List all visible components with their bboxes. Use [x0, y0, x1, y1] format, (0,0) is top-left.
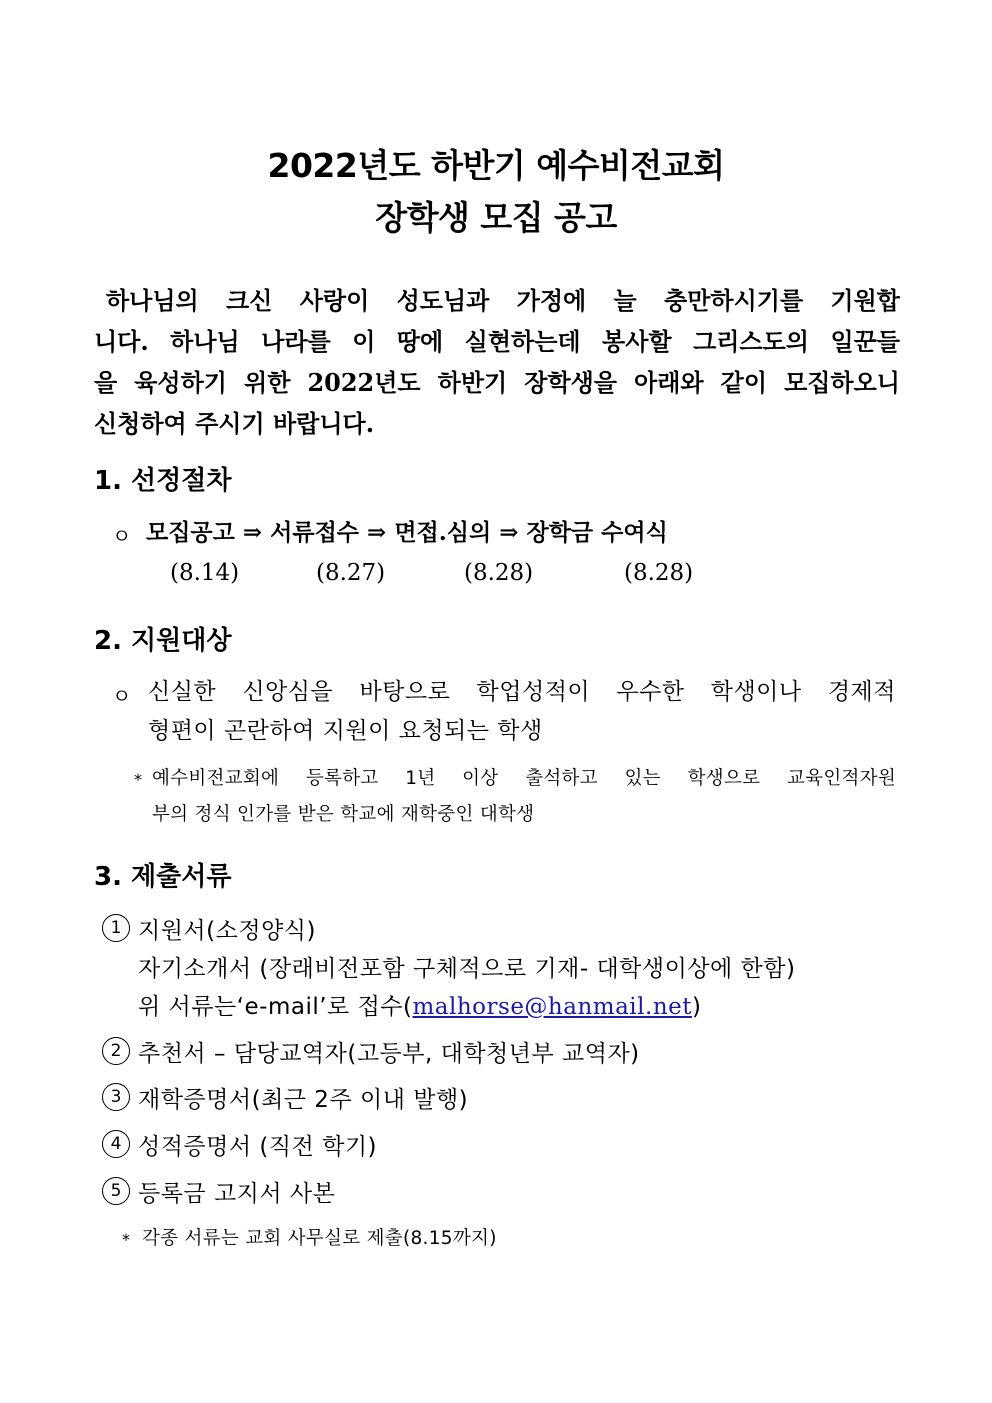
eligibility-line: 형편이 곤란하여 지원이 요청되는 학생 [148, 718, 543, 744]
document-item: 추천서 – 담당교역자(고등부, 대학청년부 교역자) [138, 1041, 640, 1067]
eligibility-note-line: 예수비전교회에 등록하고 1년 이상 출석하고 있는 학생으로 교육인적자원 [152, 768, 896, 789]
email-instruction: 위 서류는‘e-mail’로 접수( [138, 994, 413, 1020]
note-star: * [122, 1230, 130, 1249]
email-link[interactable]: malhorse@hanmail.net [412, 994, 692, 1020]
item-number-badge: 4 [102, 1130, 130, 1158]
document-item: 재학증명서(최근 2주 이내 발행) [138, 1087, 469, 1113]
page-title-line-1: 2022년도 하반기 예수비전교회 [267, 146, 725, 185]
intro-line: 신청하여 주시기 바랍니다. [94, 409, 375, 438]
eligibility-note-line: 부의 정식 인가를 받은 학교에 재학중인 대학생 [152, 804, 535, 825]
document-item: 지원서(소정양식) [138, 918, 316, 944]
selection-steps [146, 514, 668, 547]
arrow-icon: ⇒ [367, 519, 387, 546]
step-label: 면접.심의 [394, 519, 492, 546]
bullet-marker: ㅇ [112, 524, 132, 548]
section-heading-eligibility: 2. 지원대상 [94, 626, 232, 656]
step-date: (8.28) [464, 560, 534, 586]
page-title-line-2: 장학생 모집 공고 [375, 198, 617, 237]
bullet-marker: ㅇ [112, 684, 132, 708]
step-date: (8.27) [316, 560, 386, 586]
item-number-badge: 1 [102, 914, 130, 942]
intro-line: 니다. 하나님 나라를 이 땅에 실현하는데 봉사할 그리스도의 일꾼들 [94, 327, 900, 356]
item-number-badge: 2 [102, 1037, 130, 1065]
step-label: 장학금 수여식 [526, 519, 668, 546]
intro-paragraph [94, 280, 900, 444]
step-date: (8.14) [170, 560, 240, 586]
document-item-detail [138, 988, 701, 1021]
intro-line: 을 육성하기 위한 2022년도 하반기 장학생을 아래와 같이 모집하오니 [94, 368, 900, 397]
arrow-icon: ⇒ [242, 519, 263, 546]
document-item: 성적증명서 (직전 학기) [138, 1134, 378, 1160]
document-item: 등록금 고지서 사본 [138, 1181, 336, 1207]
documents-note: 각종 서류는 교회 사무실로 제출(8.15까지) [142, 1228, 497, 1249]
item-number-badge: 3 [102, 1083, 130, 1111]
arrow-icon: ⇒ [499, 519, 519, 546]
section-heading-selection-process: 1. 선정절차 [94, 466, 232, 496]
section-heading-documents: 3. 제출서류 [94, 862, 232, 892]
intro-line: 하나님의 크신 사랑이 성도님과 가정에 늘 충만하시기를 기원합 [106, 286, 900, 315]
email-instruction-end: ) [691, 994, 702, 1020]
step-label: 서류접수 [270, 519, 360, 546]
document-item-detail: 자기소개서 (장래비전포함 구체적으로 기재- 대학생이상에 한함) [138, 956, 796, 982]
step-label: 모집공고 [146, 519, 235, 546]
note-star: * [134, 770, 142, 789]
eligibility-line: 신실한 신앙심을 바탕으로 학업성적이 우수한 학생이나 경제적 [148, 679, 896, 705]
item-number-badge: 5 [102, 1177, 130, 1205]
step-date: (8.28) [624, 560, 694, 586]
